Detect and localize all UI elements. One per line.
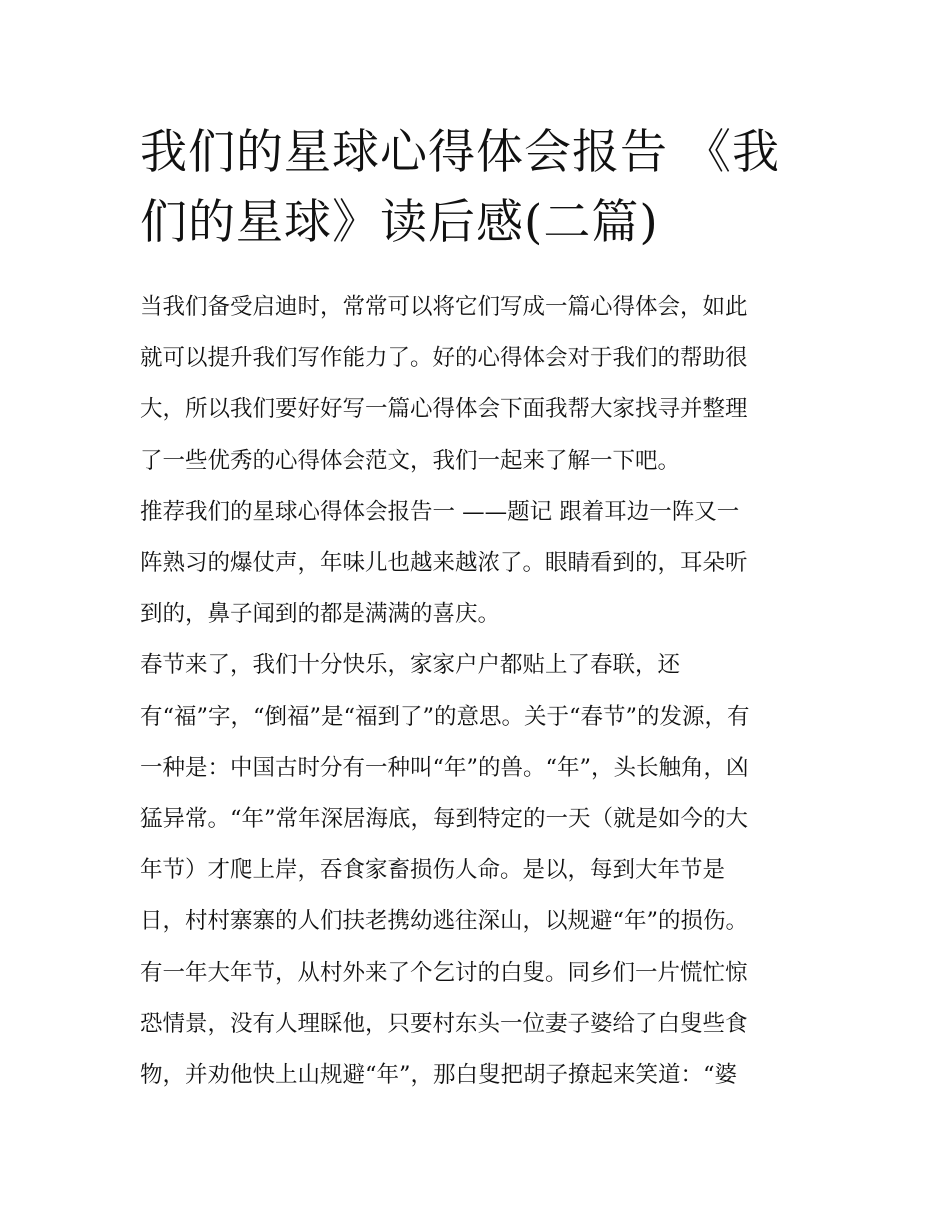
title-line: 们的星球》读后感(二篇) (140, 195, 659, 250)
body-line: 就可以提升我们写作能力了。好的心得体会对于我们的帮助很 (140, 345, 748, 372)
title-line: 我们的星球心得体会报告 《我 (140, 125, 780, 180)
body-line: 推荐我们的星球心得体会报告一 ——题记 跟着耳边一阵又一 (140, 498, 740, 525)
body-line: 当我们备受启迪时，常常可以将它们写成一篇心得体会，如此 (140, 294, 748, 320)
body-line: 阵熟习的爆仗声，年味儿也越来越浓了。眼睛看到的，耳朵听 (140, 550, 748, 577)
document-body (140, 282, 820, 1101)
body-line: 有“福”字，“倒福”是“福到了”的意思。关于“春节”的发源，有 (140, 703, 750, 730)
body-line: 春节来了，我们十分快乐，家家户户都贴上了春联，还 (140, 652, 681, 679)
body-line: 恐情景，没有人理睬他，只要村东头一位妻子婆给了白叟些食 (140, 1010, 748, 1037)
body-line: 了一些优秀的心得体会范文，我们一起来了解一下吧。 (140, 447, 681, 474)
body-line: 物，并劝他快上山规避“年”，那白叟把胡子撩起来笑道：“婆 (140, 1062, 738, 1089)
body-line: 年节）才爬上岸，吞食家畜损伤人命。是以，每到大年节是 (140, 857, 726, 884)
body-line: 大，所以我们要好好写一篇心得体会下面我帮大家找寻并整理 (140, 396, 748, 423)
document-title (140, 118, 820, 258)
body-line: 到的，鼻子闻到的都是满满的喜庆。 (140, 601, 501, 628)
body-line: 日，村村寨寨的人们扶老携幼逃往深山，以规避“年”的损伤。 (140, 908, 749, 935)
body-line: 有一年大年节，从村外来了个乞讨的白叟。同乡们一片慌忙惊 (140, 959, 748, 986)
body-line: 一种是：中国古时分有一种叫“年”的兽。“年”，头长触角，凶 (140, 754, 749, 781)
body-line: 猛异常。“年”常年深居海底，每到特定的一天（就是如今的大 (140, 806, 749, 833)
